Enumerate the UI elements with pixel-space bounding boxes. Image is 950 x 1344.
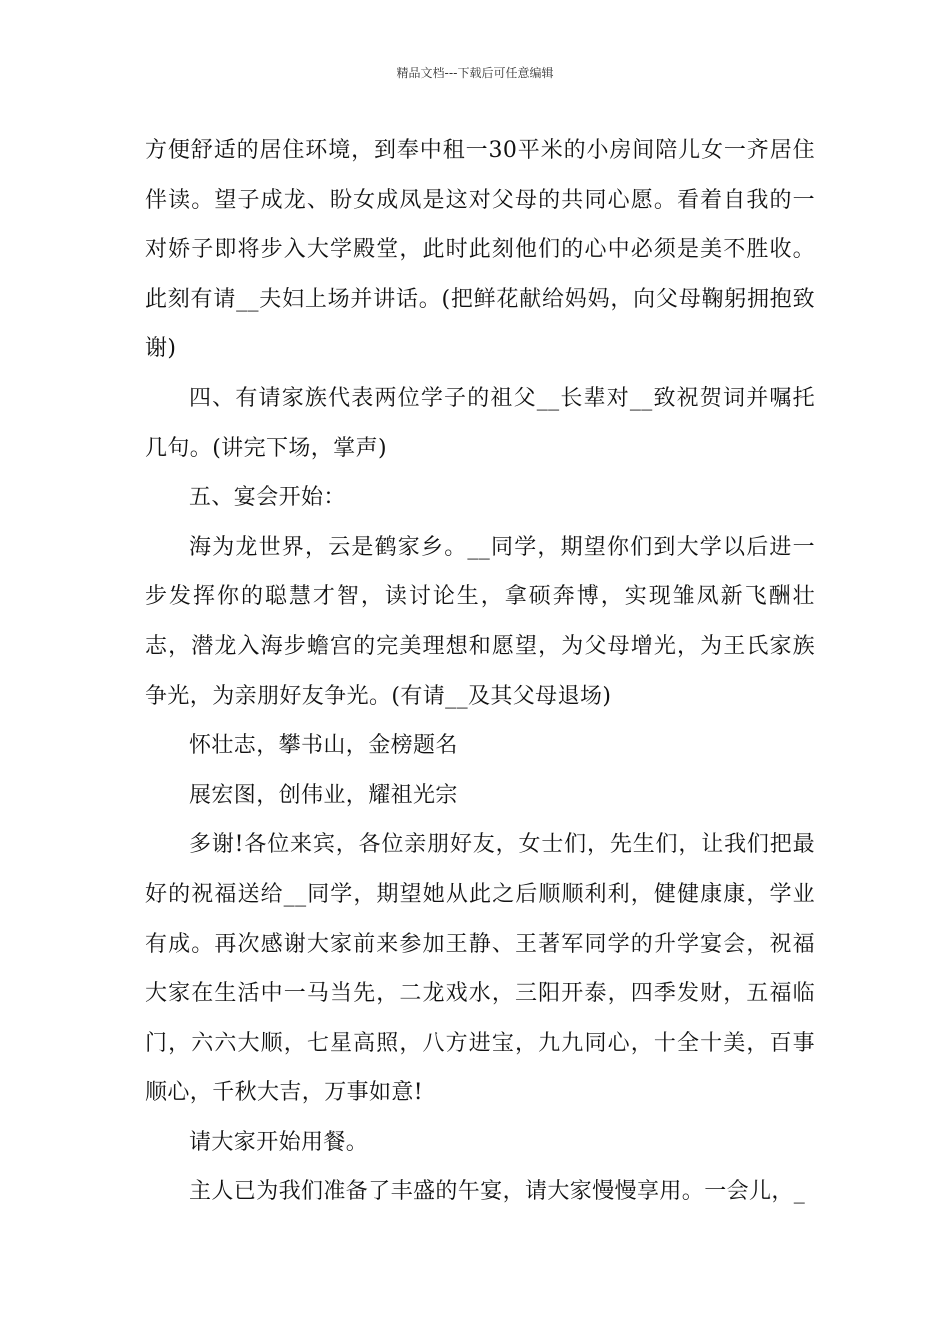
- paragraph-3: 五、宴会开始：: [189, 485, 346, 511]
- paragraph-5: 怀壮志，攀书山，金榜题名: [189, 733, 458, 759]
- paragraph-8: 请大家开始用餐。: [189, 1129, 369, 1155]
- paragraph-9: 主人已为我们准备了丰盛的午宴，请大家慢慢享用。一会儿，_: [189, 1179, 806, 1205]
- page-header: 精品文档---下载后可任意编辑: [396, 66, 554, 80]
- paragraph-4: 海为龙世界，云是鹤家乡。__同学，期望你们到大学以后进一步发挥你的聪慧才智，读讨论生，拿硕奔博，实现雏凤新飞酬壮志，潜龙入海步蟾宫的完美理想和愿望，为父母增光，为王氏家族争光，为亲朋好友争光。(有请__及其父母退场): [145, 534, 815, 709]
- document-body: [145, 126, 815, 1217]
- paragraph-7: 多谢!各位来宾，各位亲朋好友，女士们，先生们，让我们把最好的祝福送给__同学，期望她从此之后顺顺利利，健健康康，学业有成。再次感谢大家前来参加王静、王著军同学的升学宴会，祝福大家在生活中一马当先，二龙戏水，三阳开泰，四季发财，五福临门，六六大顺，七星高照，八方进宝，九九同心，十全十美，百事顺心，千秋大吉，万事如意!: [145, 832, 815, 1106]
- paragraph-1: 方便舒适的居住环境，到奉中租一30平米的小房间陪儿女一齐居住伴读。望子成龙、盼女成凤是这对父母的共同心愿。看着自我的一对娇子即将步入大学殿堂，此时此刻他们的心中必须是美不胜收。此刻有请__夫妇上场并讲话。(把鲜花献给妈妈，向父母鞠躬拥抱致谢): [145, 138, 815, 362]
- paragraph-2: 四、有请家族代表两位学子的祖父__长辈对__致祝贺词并嘱托几句。(讲完下场，掌声): [145, 385, 815, 461]
- paragraph-6: 展宏图，创伟业，耀祖光宗: [189, 782, 458, 808]
